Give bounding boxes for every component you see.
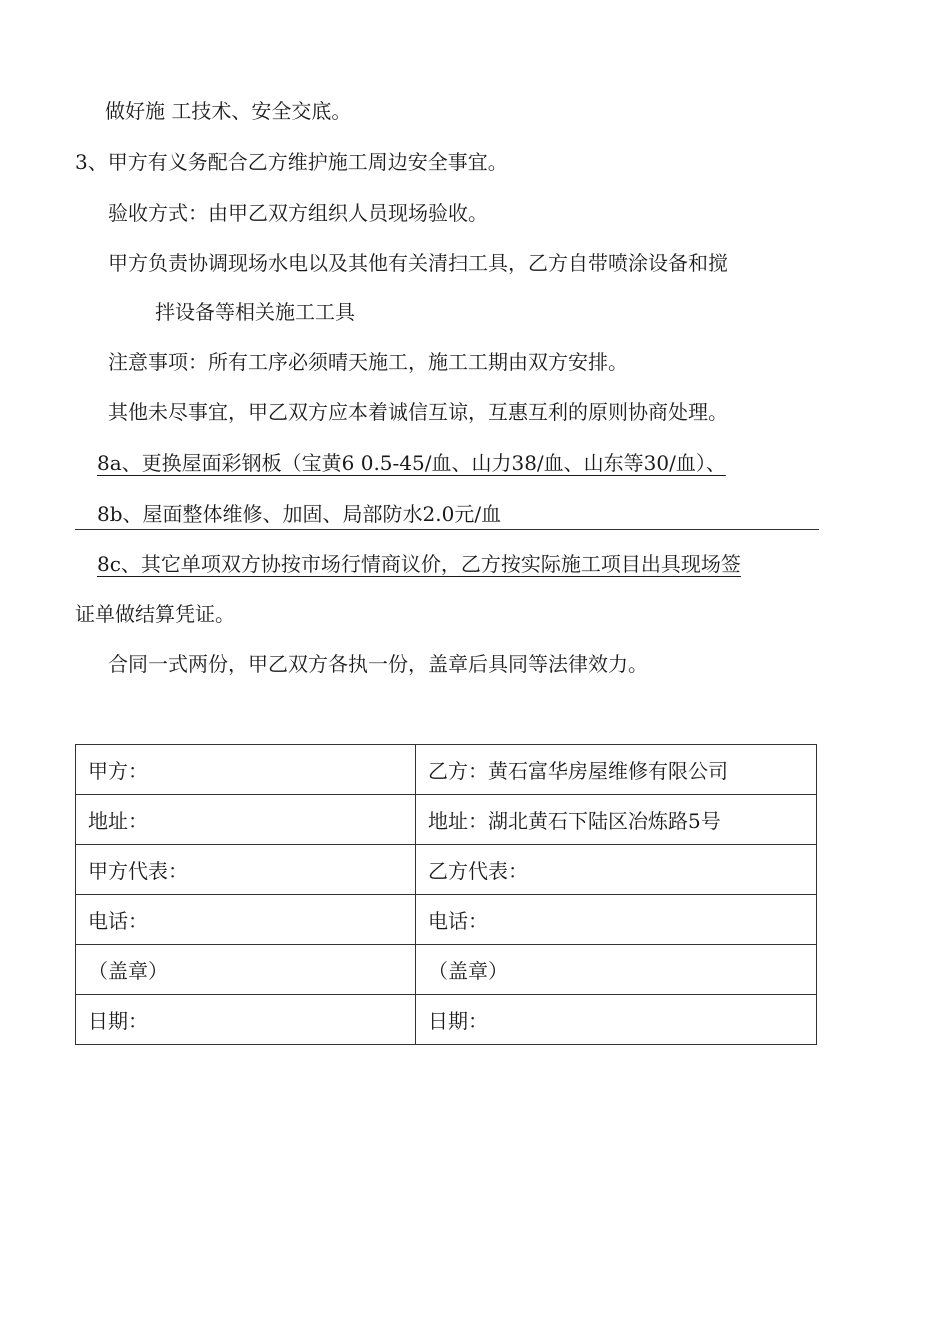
address-b-cell: 地址：湖北黄石下陆区冶炼路5号 <box>416 795 817 845</box>
paragraph-1: 做好施 工技术、安全交底。 <box>105 99 352 123</box>
address-a-cell: 地址： <box>76 795 416 845</box>
paragraph-acceptance: 验收方式：由甲乙双方组织人员现场验收。 <box>108 201 488 225</box>
divider-rule <box>75 529 819 530</box>
party-a-cell: 甲方： <box>76 745 416 795</box>
table-row <box>76 995 817 1045</box>
paragraph-8a: 8a、更换屋面彩钢板（宝黄6 0.5-45/血、山力38/血、山东等30/血）、 <box>97 451 726 475</box>
phone-b-cell: 电话： <box>416 895 817 945</box>
paragraph-8b: 8b、屋面整体维修、加固、局部防水2.0元/血 <box>97 502 502 526</box>
table-row <box>76 845 817 895</box>
paragraph-2: 3、甲方有义务配合乙方维护施工周边安全事宜。 <box>75 150 508 174</box>
table-row <box>76 895 817 945</box>
table-row <box>76 745 817 795</box>
party-b-cell: 乙方：黄石富华房屋维修有限公司 <box>416 745 817 795</box>
date-a-cell: 日期： <box>76 995 416 1045</box>
phone-a-cell: 电话： <box>76 895 416 945</box>
paragraph-8c-cont: 证单做结算凭证。 <box>75 602 235 626</box>
representative-a-cell: 甲方代表： <box>76 845 416 895</box>
seal-a-cell: （盖章） <box>76 945 416 995</box>
date-b-cell: 日期： <box>416 995 817 1045</box>
paragraph-tools: 甲方负责协调现场水电以及其他有关清扫工具，乙方自带喷涂设备和搅 <box>108 251 728 275</box>
representative-b-cell: 乙方代表： <box>416 845 817 895</box>
table-row <box>76 945 817 995</box>
signature-table <box>75 744 817 1045</box>
seal-b-cell: （盖章） <box>416 945 817 995</box>
table-row <box>76 795 817 845</box>
paragraph-copies: 合同一式两份，甲乙双方各执一份，盖章后具同等法律效力。 <box>108 652 648 676</box>
paragraph-other: 其他未尽事宜，甲乙双方应本着诚信互谅，互惠互利的原则协商处理。 <box>108 400 728 424</box>
paragraph-tools-cont: 拌设备等相关施工工具 <box>155 300 355 324</box>
paragraph-notes: 注意事项：所有工序必须晴天施工，施工工期由双方安排。 <box>108 350 628 374</box>
paragraph-8c: 8c、其它单项双方协按市场行情商议价，乙方按实际施工项目出具现场签 <box>97 552 741 576</box>
